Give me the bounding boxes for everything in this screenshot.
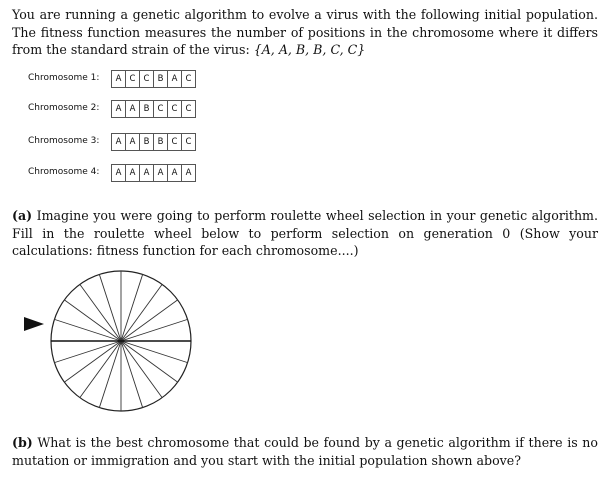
gene-cell: A [168,71,182,87]
wheel-spoke [121,341,162,398]
gene-cell: B [140,101,154,117]
chromosome-label: Chromosome 2: [28,103,100,113]
gene-cell: A [126,101,140,117]
gene-cell: C [140,71,154,87]
gene-cell: A [112,134,126,150]
intro-paragraph [12,6,598,59]
gene-cell: A [126,165,140,181]
gene-cell: A [185,168,192,178]
wheel-spoke [121,319,188,341]
gene-cell: B [154,71,168,87]
part-a-question [12,207,598,260]
wheel-spoke [121,341,143,408]
gene-cell: A [168,165,182,181]
wheel-spoke [54,341,121,363]
gene-cell: B [154,134,168,150]
standard-strain: {A, A, B, B, C, C} [253,42,366,57]
gene-cell: C [185,137,192,147]
gene-cell: C [185,104,192,114]
gene-boxes [111,100,196,118]
wheel-spoke [121,300,178,341]
chromosome-label: Chromosome 3: [28,136,100,146]
gene-cell: C [168,101,182,117]
wheel-spoke [64,341,121,382]
part-b-label: (b) [12,435,33,450]
gene-cell: A [112,71,126,87]
roulette-wheel-svg [20,266,230,416]
gene-cell: C [168,134,182,150]
chromosome-label: Chromosome 1: [28,73,100,83]
wheel-spoke [121,341,188,363]
gene-cell: A [112,101,126,117]
gene-cell: A [154,165,168,181]
gene-boxes [111,164,196,182]
wheel-spoke [121,341,178,382]
gene-cell: C [126,71,140,87]
wheel-spoke [121,284,162,341]
wheel-spoke [54,319,121,341]
intro-text: You are running a genetic algorithm to evolve a virus with the following initial population. The fitness function measures the number of positions in the chromosome where it differs from the standard strain of the virus: [12,7,598,57]
part-a-label: (a) [12,208,33,223]
gene-cell: C [154,101,168,117]
wheel-spoke [80,341,121,398]
part-a-text: Imagine you were going to perform roulette wheel selection in your genetic algorithm. Fill in the roulette wheel below to perform selection on generation 0 (Show your calculations: fitness function for each chromosome....) [12,208,598,258]
gene-boxes [111,133,196,151]
roulette-wheel-figure [20,266,230,416]
gene-cell: A [126,134,140,150]
gene-cell: B [140,134,154,150]
gene-cell: A [140,165,154,181]
chromosome-label: Chromosome 4: [28,167,100,177]
wheel-spoke [99,274,121,341]
pointer-arrow-icon [24,317,44,331]
gene-cell: A [112,165,126,181]
part-b-text: What is the best chromosome that could be found by a genetic algorithm if there is no mutation or immigration and you start with the initial population shown above? [12,435,598,468]
part-b-question [12,434,598,469]
wheel-spoke [99,341,121,408]
wheel-spoke [64,300,121,341]
wheel-spoke [80,284,121,341]
gene-boxes [111,70,196,88]
wheel-spoke [121,274,143,341]
gene-cell: C [185,74,192,84]
